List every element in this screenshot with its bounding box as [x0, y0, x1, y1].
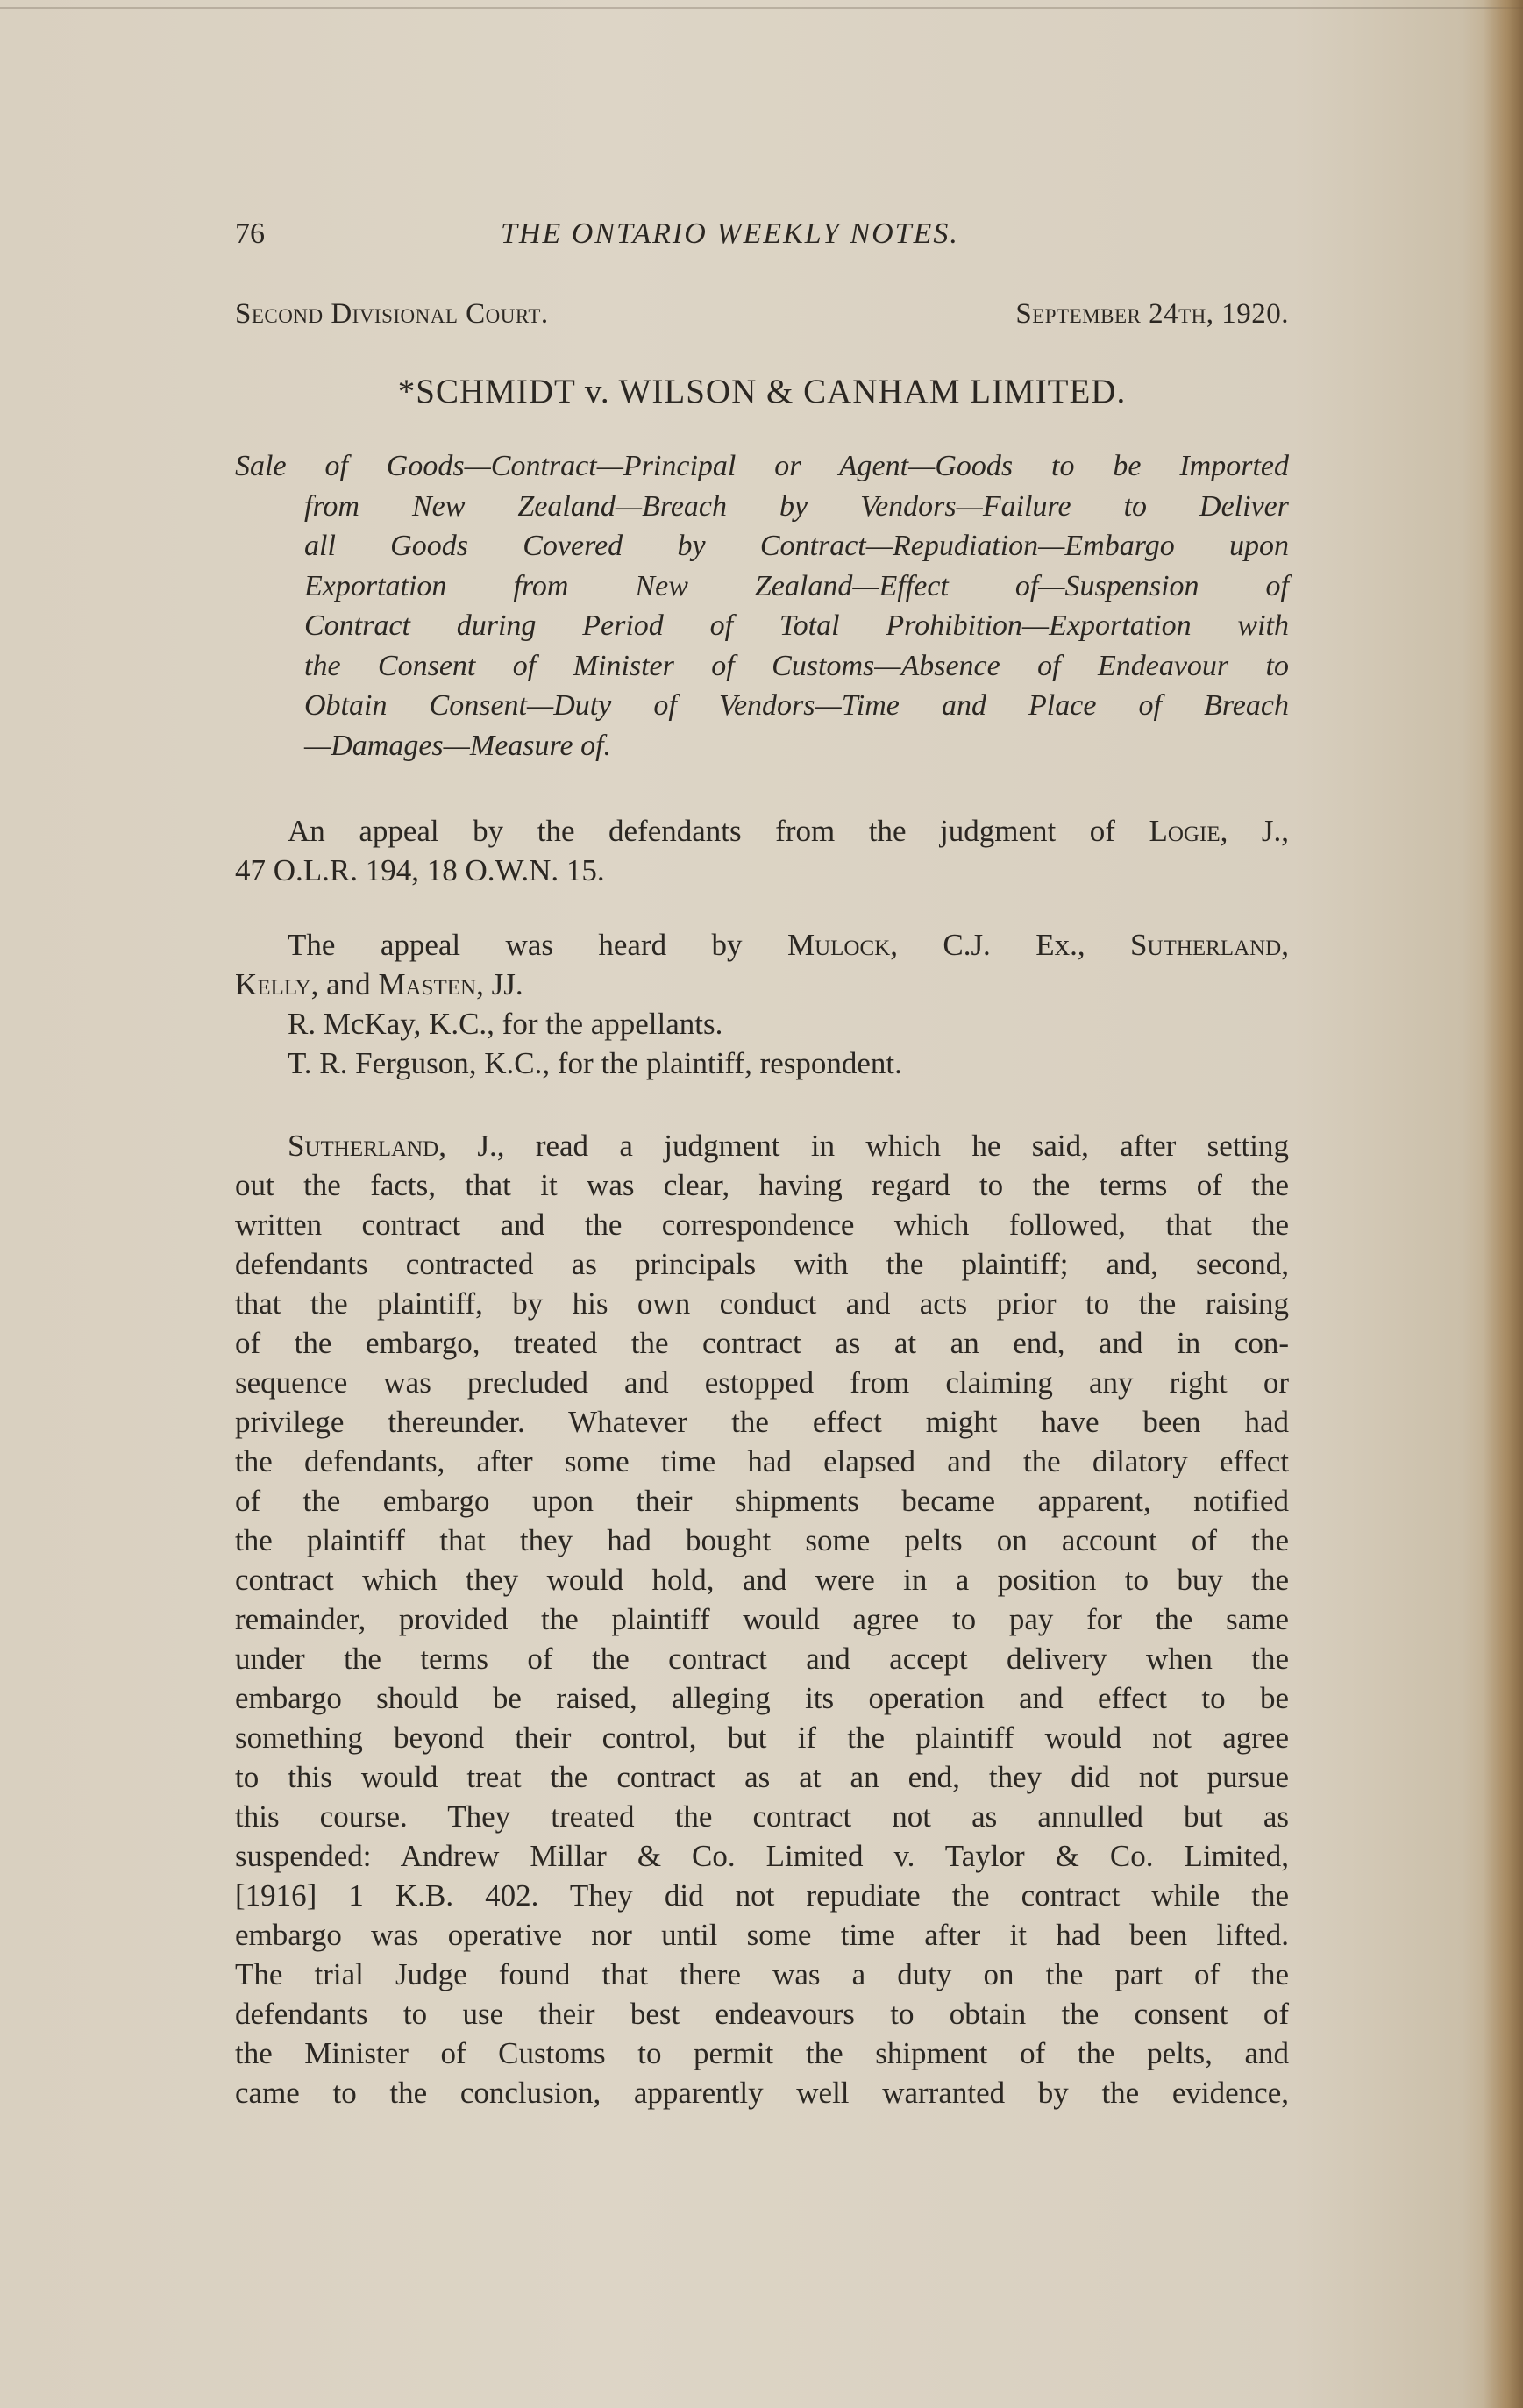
hearing-text: , C.J. Ex.,: [890, 928, 1131, 962]
headnote: [235, 446, 1289, 766]
hearing-line: [235, 925, 1289, 965]
decision-date: September 24th, 1920.: [1015, 298, 1289, 330]
judgment-line: suspended: Andrew Millar & Co. Limited v. Taylor & Co. Limited,: [235, 1839, 1289, 1873]
judgment-line: defendants to use their best endeavours to obtain the consent of: [235, 1997, 1289, 2031]
headnote-line: Obtain Consent—Duty of Vendors—Time and Place of Breach: [304, 689, 1289, 722]
judgment-line: the plaintiff that they had bought some pelts on account of the: [235, 1523, 1289, 1557]
judge-name: Masten: [378, 967, 477, 1001]
judgment-line: that the plaintiff, by his own conduct and acts prior to the raising: [235, 1286, 1289, 1321]
judgment-line: [235, 1126, 1289, 1165]
judgment-line: contract which they would hold, and were in a position to buy the: [235, 1563, 1289, 1597]
headnote-line: Contract during Period of Total Prohibition—Exportation with: [304, 609, 1289, 642]
appeal-text: , J.,: [1220, 814, 1290, 848]
judgment-text: , J., read a judgment in which he said, after setting: [438, 1129, 1289, 1163]
hearing-text: The appeal was heard by: [288, 928, 787, 962]
judgment-line: came to the conclusion, apparently well warranted by the evidence,: [235, 2076, 1289, 2110]
judgment-line: embargo should be raised, alleging its operation and effect to be: [235, 1681, 1289, 1715]
judge-name: Logie: [1149, 814, 1221, 848]
appeal-citation: 47 O.L.R. 194, 18 O.W.N. 15.: [235, 853, 605, 887]
page-number: 76: [235, 217, 265, 250]
headnote-line: from New Zealand—Breach by Vendors—Failure to Deliver: [304, 489, 1289, 523]
journal-title: THE ONTARIO WEEKLY NOTES.: [501, 217, 959, 250]
judgment-line: of the embargo upon their shipments became apparent, notified: [235, 1484, 1289, 1518]
judge-name: Sutherland: [1130, 928, 1282, 962]
judgment-line: something beyond their control, but if the plaintiff would not agree: [235, 1721, 1289, 1755]
judgment-line: sequence was precluded and estopped from claiming any right or: [235, 1365, 1289, 1400]
appeal-paragraph: [235, 811, 1289, 890]
judgment-line: the Minister of Customs to permit the shipment of the pelts, and: [235, 2036, 1289, 2070]
judgment-line: embargo was operative nor until some time after it had been lifted.: [235, 1918, 1289, 1952]
judgment-line: under the terms of the contract and accept delivery when the: [235, 1642, 1289, 1676]
court-name: Second Divisional Court.: [235, 298, 549, 330]
counsel-appellants: [235, 1004, 1289, 1044]
running-head: [235, 217, 1289, 256]
judgment-line: out the facts, that it was clear, having regard to the terms of the: [235, 1168, 1289, 1202]
headnote-line: —Damages—Measure of.: [304, 729, 612, 762]
judgment-paragraph: [235, 1126, 1289, 2112]
headnote-line: all Goods Covered by Contract—Repudiation—Embargo upon: [304, 530, 1289, 562]
judge-name: Sutherland: [288, 1129, 439, 1163]
hearing-text: , and: [310, 967, 379, 1001]
judgment-line: this course. They treated the contract not as annulled but as: [235, 1799, 1289, 1834]
judgment-line: to this would treat the contract as at an end, they did not pursue: [235, 1760, 1289, 1794]
hearing-text: , JJ.: [476, 967, 523, 1001]
judgment-line: the defendants, after some time had elapsed and the dilatory effect: [235, 1444, 1289, 1478]
binding-edge-shadow: [1484, 0, 1523, 2408]
judgment-line: The trial Judge found that there was a duty on the part of the: [235, 1957, 1289, 1991]
appeal-line: [235, 811, 1289, 851]
appeal-text: An appeal by the defendants from the judgment of: [288, 814, 1149, 848]
judgment-line: remainder, provided the plaintiff would agree to pay for the same: [235, 1602, 1289, 1636]
headnote-line: Exportation from New Zealand—Effect of—Suspension of: [304, 569, 1289, 602]
judgment-line: of the embargo, treated the contract as at an end, and in con-: [235, 1326, 1289, 1360]
judge-name: Kelly: [235, 967, 311, 1001]
judge-name: Mulock: [786, 928, 891, 962]
judgment-line: written contract and the correspondence which followed, that the: [235, 1208, 1289, 1242]
headnote-line: Sale of Goods—Contract—Principal or Agent—Goods to be Imported: [235, 450, 1289, 482]
hearing-paragraph: [235, 925, 1289, 1004]
counsel-line: T. R. Ferguson, K.C., for the plaintiff, respondent.: [288, 1046, 902, 1080]
page-top-edge: [0, 7, 1523, 9]
hearing-text: ,: [1281, 928, 1289, 962]
headnote-line: the Consent of Minister of Customs—Absence of Endeavour to: [304, 649, 1289, 682]
court-line: [235, 298, 1289, 337]
judgment-line: defendants contracted as principals with the plaintiff; and, second,: [235, 1247, 1289, 1281]
hearing-line: [235, 965, 1289, 1004]
case-title: *SCHMIDT v. WILSON & CANHAM LIMITED.: [397, 373, 1127, 410]
judgment-line: privilege thereunder. Whatever the effect might have been had: [235, 1405, 1289, 1439]
judgment-line: [1916] 1 K.B. 402. They did not repudiate the contract while the: [235, 1878, 1289, 1913]
counsel-respondent: [235, 1044, 1289, 1083]
counsel-line: R. McKay, K.C., for the appellants.: [288, 1007, 723, 1041]
